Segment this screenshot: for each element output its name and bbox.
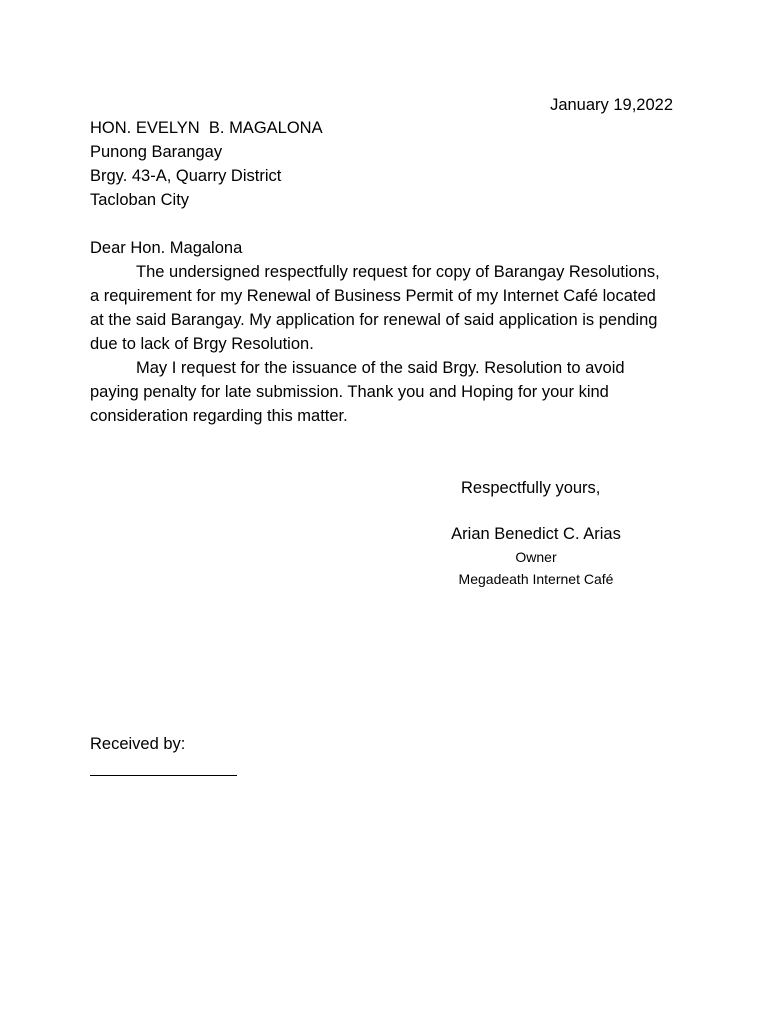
addressee-address: Brgy. 43-A, Quarry District <box>90 167 282 185</box>
letter-body <box>90 260 665 428</box>
letter-date: January 19,2022 <box>550 96 673 114</box>
salutation: Dear Hon. Magalona <box>90 239 243 257</box>
closing: Respectfully yours, <box>461 479 601 497</box>
addressee-position: Punong Barangay <box>90 143 223 161</box>
addressee-name: HON. EVELYN B. MAGALONA <box>90 119 323 137</box>
addressee-city: Tacloban City <box>90 191 190 209</box>
body-paragraph-1: The undersigned respectfully request for copy of Barangay Resolutions, a requirement for my Renewal of Business Permit of my Internet Café located at the said Barangay. My application for renewal of said application is pending due to lack of Brgy Resolution. <box>90 263 660 353</box>
received-by-label: Received by: <box>90 735 186 753</box>
signer-title: Owner <box>515 549 557 565</box>
signer-company: Megadeath Internet Café <box>458 571 614 587</box>
received-signature-line <box>90 775 237 776</box>
signer-name: Arian Benedict C. Arias <box>451 525 621 543</box>
body-paragraph-2: May I request for the issuance of the said Brgy. Resolution to avoid paying penalty for late submission. Thank you and Hoping for your kind consideration regarding this matter. <box>90 359 625 425</box>
signature-block <box>430 522 642 590</box>
addressee-block <box>90 116 323 212</box>
